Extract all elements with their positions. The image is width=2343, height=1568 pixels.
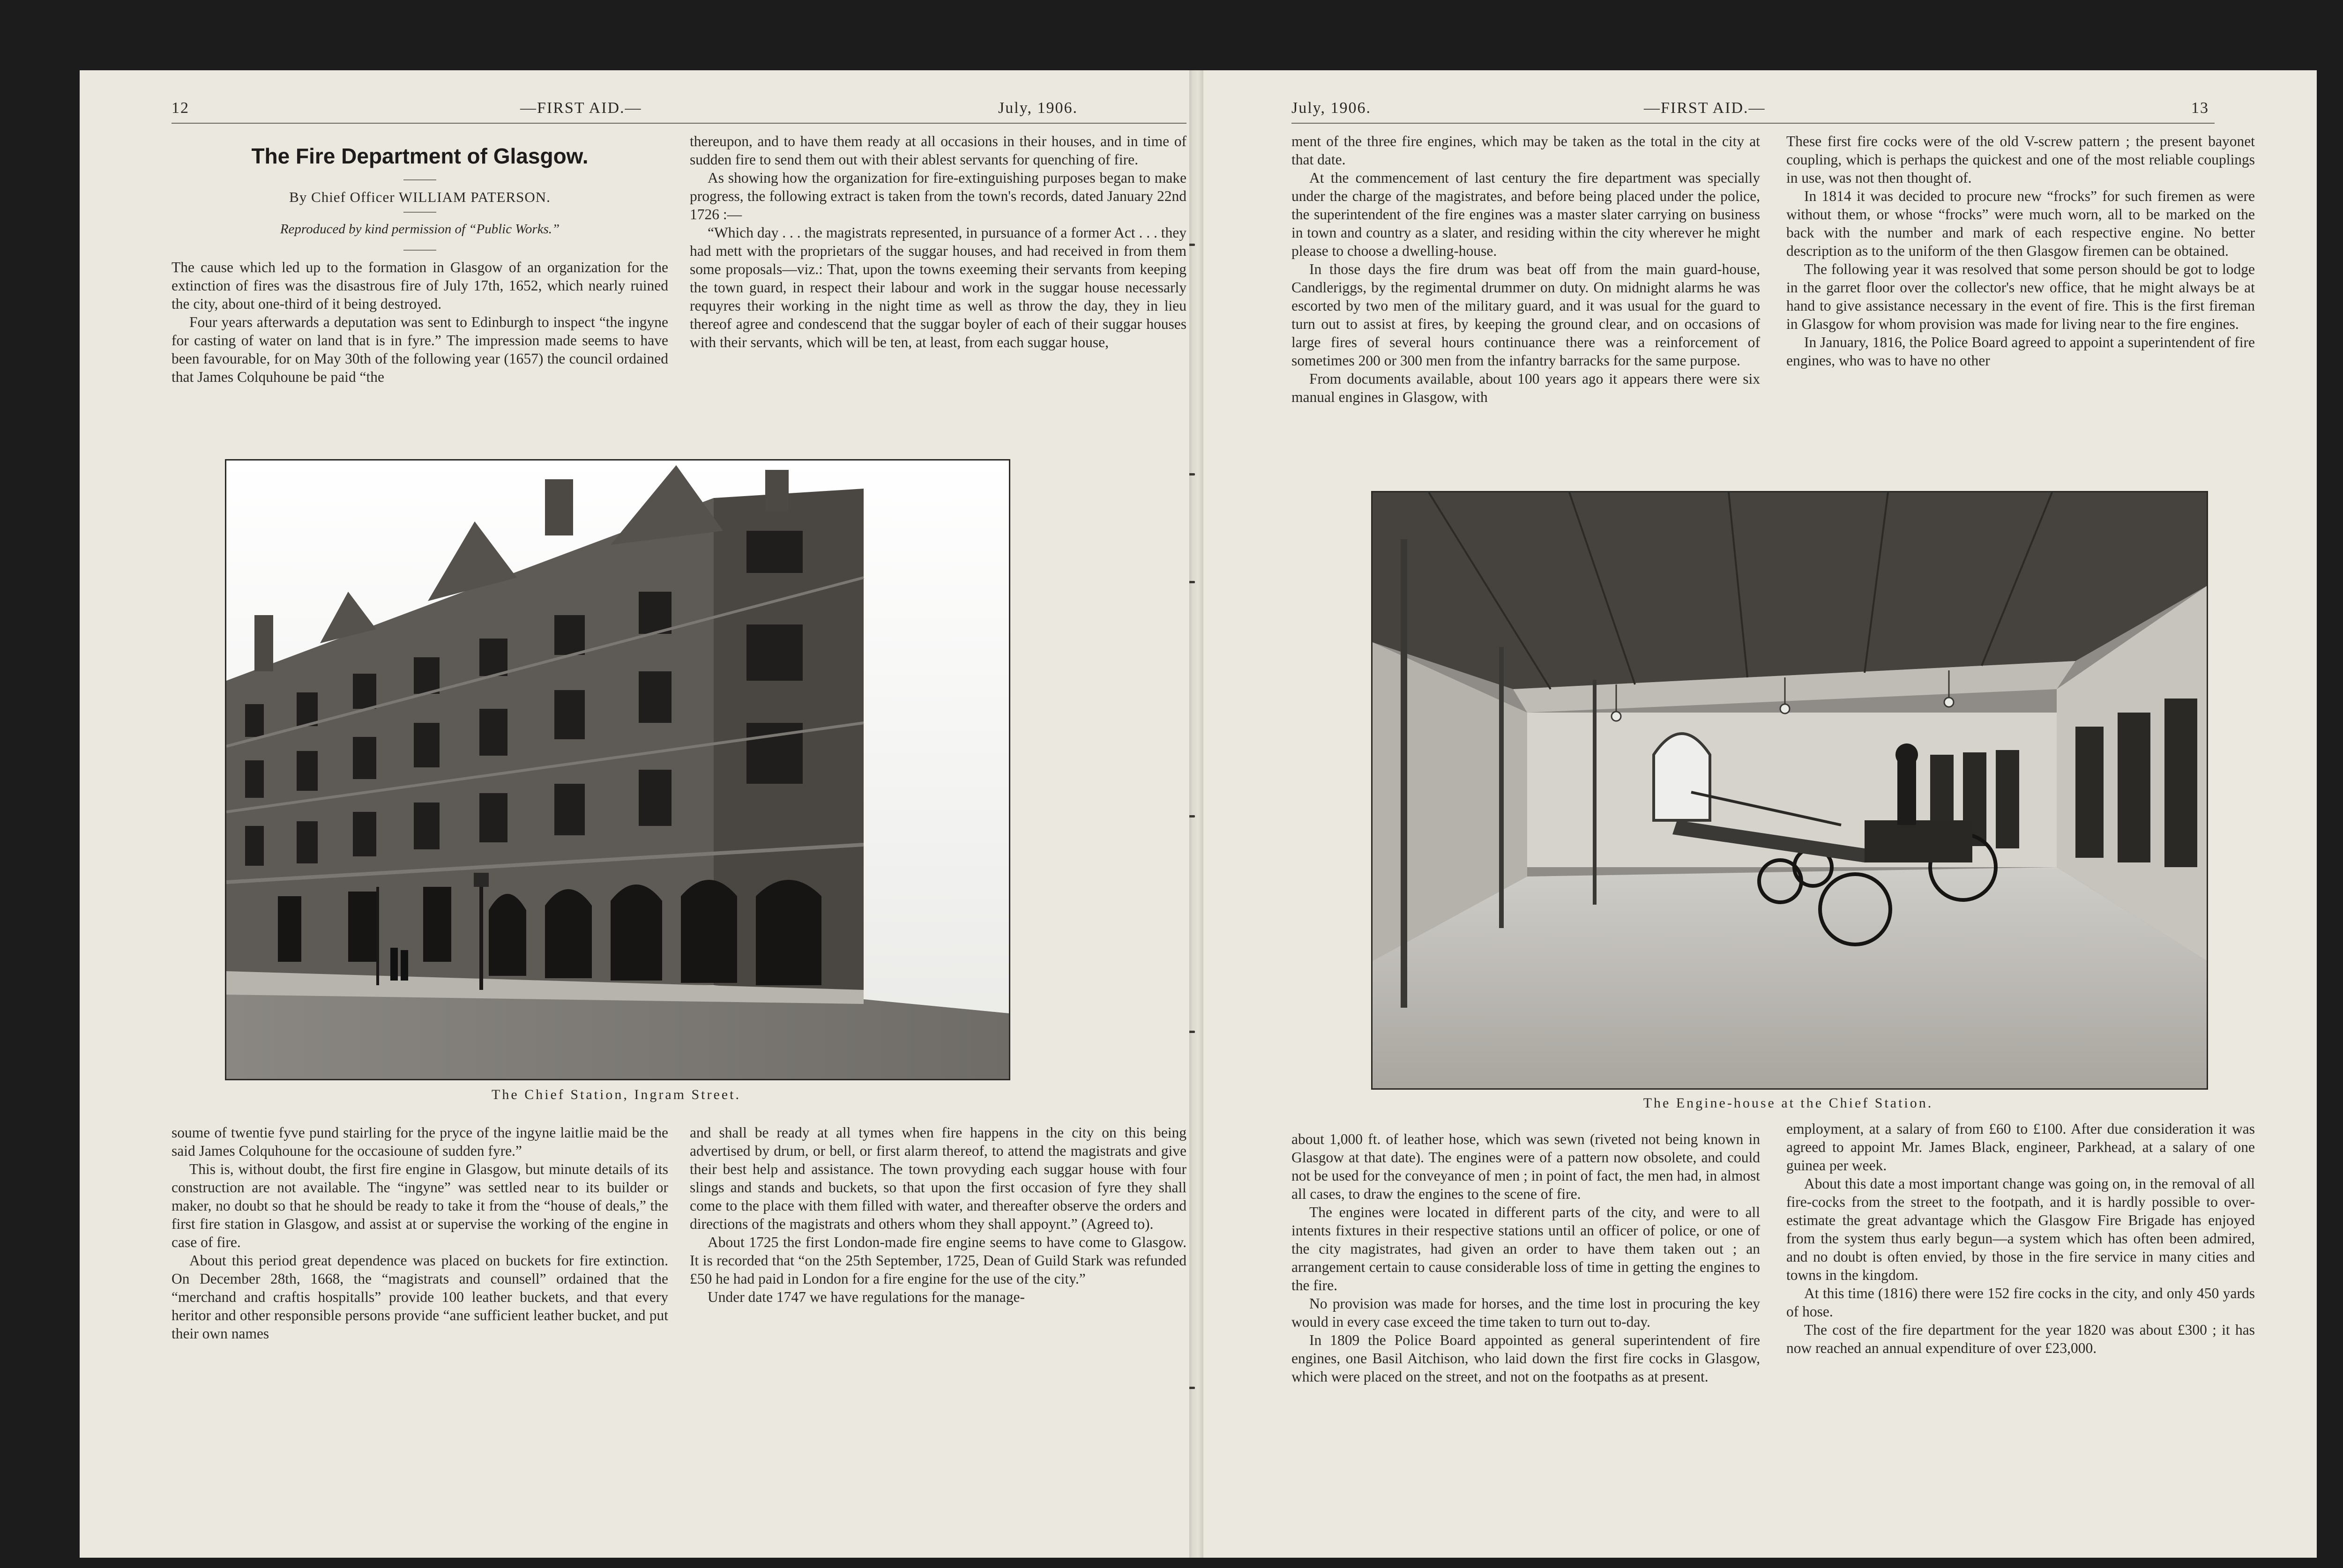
repro-rule <box>403 250 436 251</box>
paragraph: At this time (1816) there were 152 fire cocks in the city, and only 450 yards of hose. <box>1786 1285 2255 1320</box>
byline-rule <box>403 212 436 213</box>
issue-date: July, 1906. <box>998 99 1078 117</box>
binding-stitch <box>1188 1387 1195 1389</box>
photo-caption: The Engine-house at the Chief Station. <box>1643 1095 1933 1111</box>
column-left-top <box>172 141 668 386</box>
photo-engine-house <box>1371 491 2208 1090</box>
right-page <box>1203 70 2317 1558</box>
paragraph: employment, at a salary of from £60 to £100. After due consideration it was agreed to appoint Mr. James Black, engineer, Parkhead, at a salary of one guinea per week. <box>1786 1121 2255 1174</box>
column-left-bottom <box>172 1123 668 1343</box>
left-page <box>80 70 1189 1558</box>
column-right-top <box>690 132 1186 351</box>
paragraph: This is, without doubt, the first fire engine in Glasgow, but minute details of its construction are not available. The “ingyne” was settled near to its builder or maker, no doubt so that he should be ready to take it from the “house of deals,” the first fire station in Glasgow, and assist at or supervise the working of the engine in case of fire. <box>172 1161 668 1250</box>
column-right-bottom <box>1786 1120 2255 1357</box>
column-left-top <box>1291 132 1760 406</box>
binding-stitch <box>1188 473 1195 476</box>
binding-stitch <box>1188 1031 1195 1033</box>
paragraph: and shall be ready at all tymes when fire happens in the city on this being advertised by drum, or bell, or first alarm thereof, to attend the magistrats and give their best help and assistance. The town provyding each suggar house with four slings and stands and buckets, so that upon the first occasion of fyre they shall come to the place with them filled with water, and thereafter observe the orders and directions of the magistrats and others whom they shall appoynt.” (Agreed to). <box>690 1124 1186 1232</box>
paragraph: The cost of the fire department for the year 1820 was about £300 ; it has now reached an annual expenditure of over £23,000. <box>1786 1322 2255 1356</box>
column-right-bottom <box>690 1123 1186 1306</box>
photo-caption: The Chief Station, Ingram Street. <box>492 1087 741 1102</box>
binding-stitch <box>1188 244 1195 246</box>
paragraph: At the commencement of last century the fire department was specially under the charge of the magistrates, and before being placed under the police, the superintendent of the fire engines was a master slater carrying on business in town and country as a slater, and residing within the city wherever he might please to choose a dwelling-house. <box>1291 170 1760 259</box>
paragraph: In January, 1816, the Police Board agreed to appoint a superintendent of fire engines, who was to have no other <box>1786 334 2255 369</box>
running-title: —FIRST AID.— <box>520 99 642 117</box>
paragraph: In 1809 the Police Board appointed as general superintendent of fire engines, one Basil Aitchison, who laid down the first fire cocks in Glasgow, which were placed on the street, and not on the footpaths as at present. <box>1291 1332 1760 1385</box>
paragraph: thereupon, and to have them ready at all occasions in their houses, and in time of sudden fire to send them out with their ablest servants for quenching of fire. <box>690 133 1186 168</box>
binding-stitch <box>1188 581 1195 583</box>
column-right-top <box>1786 132 2255 370</box>
paragraph: The following year it was resolved that some person should be got to lodge in the garret floor over the collector's new office, that he might always be at hand to give assistance necessary in the event of fire. This is the first fireman in Glasgow for whom provision was made for living near to the fire engines. <box>1786 261 2255 332</box>
paragraph: Four years afterwards a deputation was sent to Edinburgh to inspect “the ingyne for casting of water on land that is in fyre.” The impression made seems to have been favourable, for on May 30th of the following year (1657) the council ordained that James Colquhoune be paid “the <box>172 314 668 385</box>
binding-stitch <box>1188 815 1195 817</box>
paragraph: soume of twentie fyve pund stairling for the pryce of the ingyne laitlie maid be the said James Colquhoune for the occasioune of sudden fyre.” <box>172 1124 668 1159</box>
paragraph: The engines were located in different parts of the city, and were to all intents fixtures in their respective stations until an officer of police, or one of the city magistrates, had given an order to have them taken out ; an arrangement certain to cause considerable loss of time in getting the engines to the fire. <box>1291 1204 1760 1293</box>
issue-date: July, 1906. <box>1291 99 1371 117</box>
running-title: —FIRST AID.— <box>1644 99 1766 117</box>
paragraph: About 1725 the first London-made fire engine seems to have come to Glasgow. It is recorded that “on the 25th September, 1725, Dean of Guild Stark was refunded £50 he had paid in London for a fire engine for the use of the city.” <box>690 1234 1186 1287</box>
title-rule <box>403 179 436 180</box>
paragraph: “Which day . . . the magistrats represented, in pursuance of a former Act . . . they had mett with the proprietars of the suggar houses, and had received in from them some proposals—viz.: That, upon the towns exeeming their servants from keeping the town guard, in respect their labour and work in the suggar house necessarly requyres their working in the night time as well as throw the day, they in lieu thereof agree and condescend that the suggar boyler of each of their suggar houses with their servants, which will be ten, at least, from each suggar house, <box>690 224 1186 350</box>
column-left-bottom <box>1291 1130 1760 1386</box>
page-number: 12 <box>172 99 189 117</box>
page-number: 13 <box>2191 99 2209 117</box>
article-title: The Fire Department of Glasgow. <box>251 144 589 168</box>
reproduction-note: Reproduced by kind permission of “Public Works.” <box>280 222 560 237</box>
paragraph: Under date 1747 we have regulations for the manage- <box>708 1289 1025 1305</box>
paragraph: These first fire cocks were of the old V-screw pattern ; the present bayonet coupling, which is perhaps the quickest and one of the most reliable couplings in use, was not then thought of. <box>1786 133 2255 186</box>
paragraph: The cause which led up to the formation in Glasgow of an organization for the extinction of fires was the disastrous fire of July 17th, 1652, which nearly ruined the city, about one-third of it being destroyed. <box>172 259 668 312</box>
paragraph: ment of the three fire engines, which may be taken as the total in the city at that date. <box>1291 133 1760 168</box>
paragraph: In those days the fire drum was beat off from the main guard-house, Candleriggs, by the regimental drummer on duty. On midnight alarms he was escorted by two men of the military guard, and it was usual for the guard to turn out to assist at fires, by keeping the ground clear, and on occasions of large fires of several hours continuance there was a reinforcement of sometimes 200 or 300 men from the infantry barracks for the same purpose. <box>1291 261 1760 369</box>
paragraph: From documents available, about 100 years ago it appears there were six manual engines in Glasgow, with <box>1291 371 1760 405</box>
paragraph: In 1814 it was decided to procure new “frocks” for such firemen as were without them, or whose “frocks” were much worn, all to be marked on the back with the number and mark of each respective engine. No better description as to the uniform of the then Glasgow firemen can be obtained. <box>1786 188 2255 259</box>
paragraph: About this date a most important change was going on, in the removal of all fire-cocks from the street to the footpath, and it is hardly possible to over-estimate the great advantage which the Glasgow Fire Brigade has enjoyed from the system thus early begun—a system which has often been admired, and no doubt is often envied, by those in the fire service in many cities and towns in the kingdom. <box>1786 1175 2255 1283</box>
article-byline: By Chief Officer WILLIAM PATERSON. <box>289 189 551 205</box>
paragraph: As showing how the organization for fire-extinguishing purposes began to make progress, the following extract is taken from the town's records, dated January 22nd 1726 :— <box>690 170 1186 223</box>
header-rule <box>172 123 1186 124</box>
paragraph: About this period great dependence was placed on buckets for fire extinction. On December 28th, 1668, the “magistrats and counsell” ordained that the “merchand and craftis hospitalls” provide 100 leather buckets, and that every heritor and other responsible persons provide “ane sufficient leather bucket, and put their own names <box>172 1252 668 1342</box>
header-rule <box>1291 123 2215 124</box>
photo-chief-station <box>225 459 1010 1080</box>
paragraph: about 1,000 ft. of leather hose, which was sewn (riveted not being known in Glasgow at that date). The engines were of a pattern now obsolete, and could not be used for the conveyance of men ; in point of fact, the men had, in almost all cases, to draw the engines to the scene of fire. <box>1291 1131 1760 1202</box>
paragraph: No provision was made for horses, and the time lost in procuring the key would in every case exceed the time taken to turn out to-day. <box>1291 1295 1760 1330</box>
